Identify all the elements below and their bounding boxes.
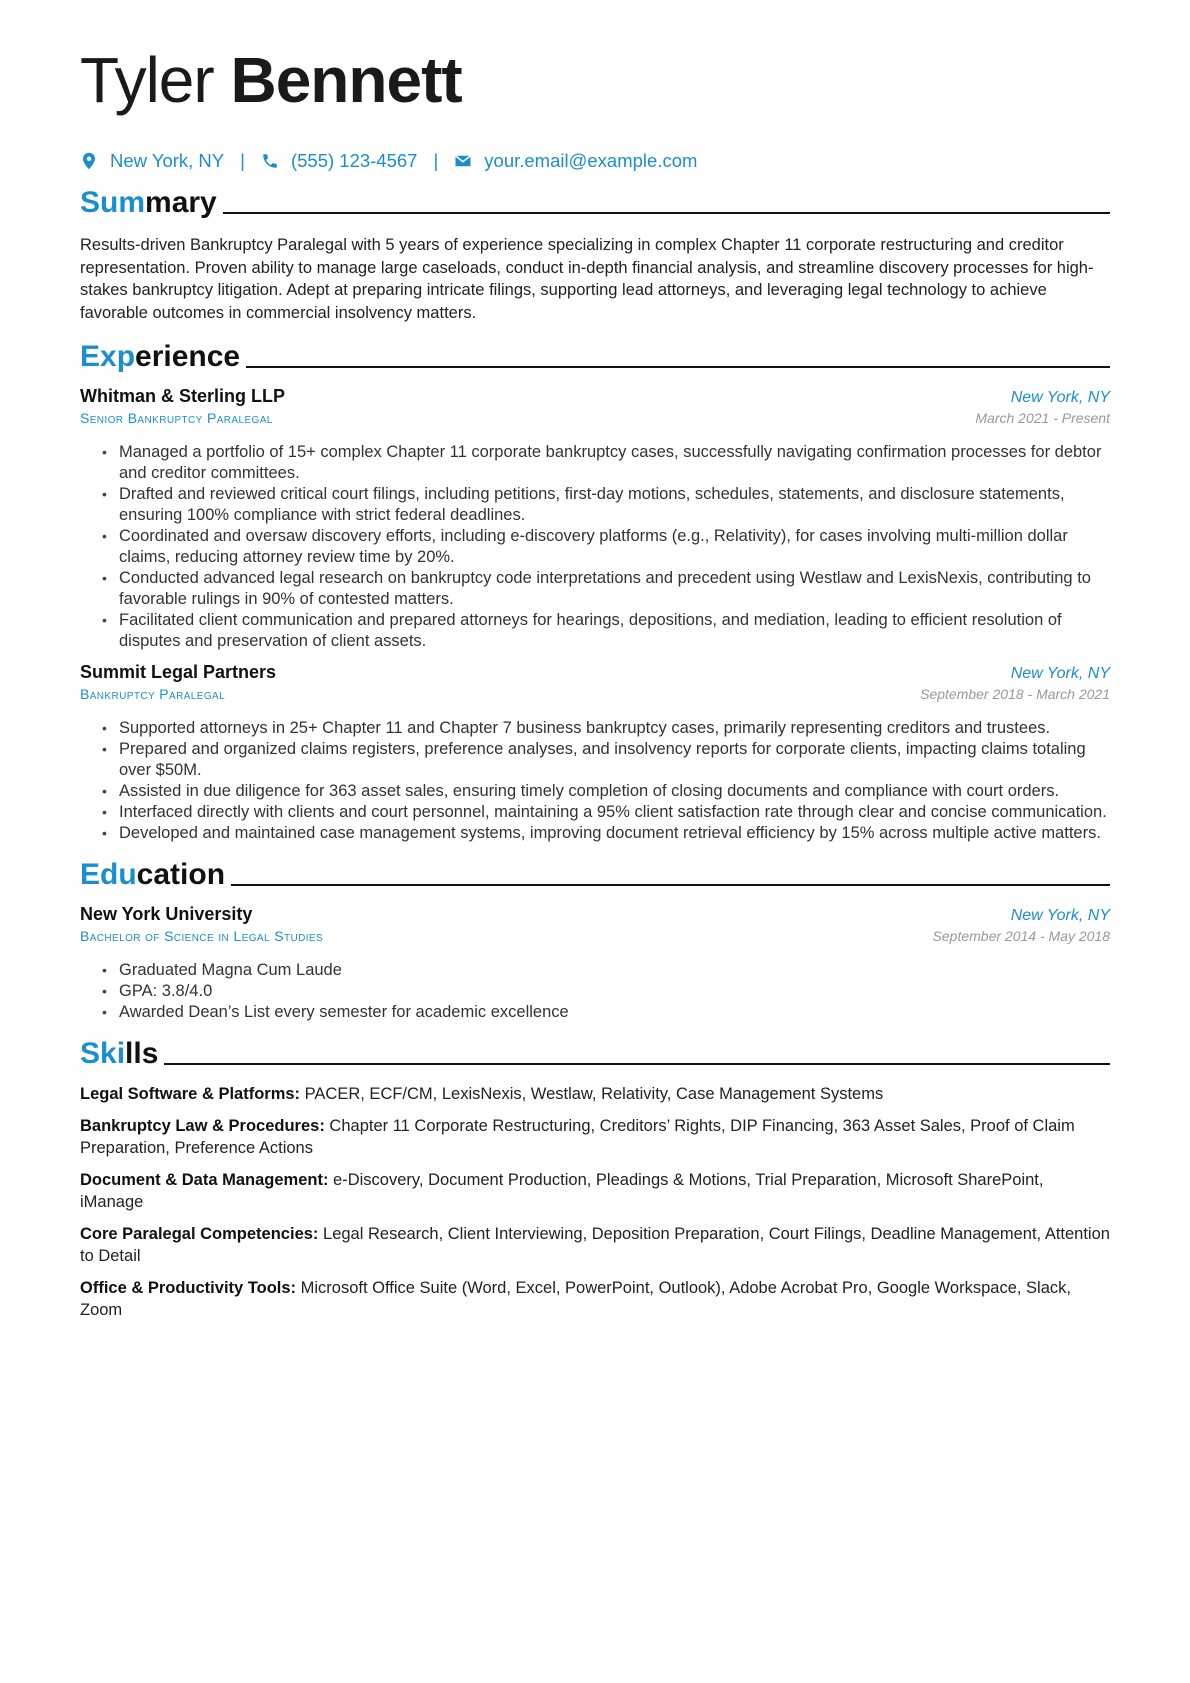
contact-location bbox=[80, 150, 224, 172]
school-location: New York, NY bbox=[1010, 907, 1110, 924]
experience-entry bbox=[80, 386, 1110, 652]
job-location: New York, NY bbox=[1010, 389, 1110, 406]
achievement-list bbox=[80, 718, 1110, 844]
list-item: • Conducted advanced legal research on bankruptcy code interpretations and precedent using Westlaw and LexisNexis, contributing to favorable rulings in 90% of contested matters. bbox=[102, 568, 1110, 610]
section-rule bbox=[246, 366, 1110, 368]
skill-values: Legal Research, Client Interviewing, Deposition Preparation, Court Filings, Deadline Management, Attention to Detail bbox=[80, 1224, 1110, 1265]
list-item: • Facilitated client communication and prepared attorneys for hearings, depositions, and mediation, leading to efficient resolution of disputes and preservation of client assets. bbox=[102, 610, 1110, 652]
phone-text: (555) 123-4567 bbox=[290, 150, 418, 171]
list-item: • Graduated Magna Cum Laude bbox=[102, 960, 1110, 981]
job-title: Bankruptcy Paralegal bbox=[80, 686, 226, 702]
skill-row bbox=[80, 1169, 1110, 1214]
skill-category: Legal Software & Platforms: bbox=[80, 1085, 301, 1103]
last-name: Bennett bbox=[230, 44, 462, 116]
employer-name: Whitman & Sterling LLP bbox=[80, 386, 285, 406]
section-rule bbox=[231, 884, 1110, 886]
envelope-icon bbox=[454, 152, 472, 170]
summary-heading bbox=[80, 182, 1110, 220]
contact-bar bbox=[80, 146, 1110, 176]
list-item: • Assisted in due diligence for 363 asset sales, ensuring timely completion of closing documents and compliance with court orders. bbox=[102, 781, 1110, 802]
section-title: Experience bbox=[80, 340, 241, 373]
summary-text: Results-driven Bankruptcy Paralegal with 5 years of experience specializing in complex Chapter 11 corporate restructuring and creditor representation. Proven ability to manage large caseloads, conduct in-depth financial analysis, and streamline discovery processes for high-stakes bankruptcy litigation. Adept at preparing intricate filings, supporting lead attorneys, and leveraging legal technology to achieve favorable outcomes in commercial insolvency matters. bbox=[80, 236, 1094, 322]
job-title: Senior Bankruptcy Paralegal bbox=[80, 410, 273, 426]
skill-row bbox=[80, 1277, 1110, 1322]
school-name: New York University bbox=[80, 904, 253, 924]
first-name: Tyler bbox=[80, 44, 214, 116]
section-title: Education bbox=[80, 858, 226, 891]
list-item: • Awarded Dean’s List every semester for academic excellence bbox=[102, 1002, 1110, 1023]
list-item: • Prepared and organized claims registers, preference analyses, and insolvency reports for corporate clients, impacting claims totaling over $50M. bbox=[102, 739, 1110, 781]
candidate-name bbox=[80, 0, 1110, 120]
list-item: • Developed and maintained case management systems, improving document retrieval efficiency by 15% across multiple active matters. bbox=[102, 823, 1110, 844]
job-dates: September 2018 - March 2021 bbox=[920, 686, 1110, 702]
skill-row bbox=[80, 1115, 1110, 1160]
list-item: • Coordinated and oversaw discovery efforts, including e-discovery platforms (e.g., Relativity), for cases involving multi-million dollar claims, reducing attorney review time by 20%. bbox=[102, 526, 1110, 568]
contact-separator: | bbox=[240, 150, 245, 171]
job-location: New York, NY bbox=[1010, 665, 1110, 682]
skills-heading bbox=[80, 1033, 1110, 1071]
skill-row bbox=[80, 1223, 1110, 1268]
contact-email[interactable] bbox=[454, 150, 697, 172]
skill-category: Office & Productivity Tools: bbox=[80, 1278, 297, 1297]
education-details bbox=[80, 960, 1110, 1023]
map-pin-icon bbox=[80, 152, 98, 170]
list-item: • Drafted and reviewed critical court filings, including petitions, first-day motions, schedules, statements, and disclosure statements, ensuring 100% compliance with strict federal deadlines. bbox=[102, 484, 1110, 526]
skill-values: PACER, ECF/CM, LexisNexis, Westlaw, Relativity, Case Management Systems bbox=[304, 1085, 884, 1103]
email-link[interactable]: your.email@example.com bbox=[484, 150, 698, 171]
section-rule bbox=[164, 1063, 1110, 1065]
education-heading bbox=[80, 854, 1110, 892]
achievement-list bbox=[80, 442, 1110, 652]
experience-heading bbox=[80, 336, 1110, 374]
list-item: • Interfaced directly with clients and court personnel, maintaining a 95% client satisfaction rate through clear and concise communication. bbox=[102, 802, 1110, 823]
skill-values: Chapter 11 Corporate Restructuring, Creditors’ Rights, DIP Financing, 363 Asset Sales, Proof of Claim Preparation, Preference Actions bbox=[80, 1116, 1075, 1157]
education-dates: September 2014 - May 2018 bbox=[932, 928, 1110, 944]
section-title: Skills bbox=[80, 1037, 159, 1070]
skill-category: Document & Data Management: bbox=[80, 1170, 329, 1189]
skill-values: Microsoft Office Suite (Word, Excel, PowerPoint, Outlook), Adobe Acrobat Pro, Google Workspace, Slack, Zoom bbox=[80, 1278, 1071, 1319]
skill-category: Bankruptcy Law & Procedures: bbox=[80, 1116, 325, 1135]
skill-values: e-Discovery, Document Production, Pleadings & Motions, Trial Preparation, Microsoft SharePoint, iManage bbox=[80, 1170, 1044, 1211]
education-entry bbox=[80, 904, 1110, 1023]
list-item: • Managed a portfolio of 15+ complex Chapter 11 corporate bankruptcy cases, successfully navigating confirmation processes for debtor and creditor committees. bbox=[102, 442, 1110, 484]
contact-phone[interactable] bbox=[261, 150, 418, 172]
experience-entry bbox=[80, 662, 1110, 844]
employer-name: Summit Legal Partners bbox=[80, 662, 277, 682]
contact-separator: | bbox=[433, 150, 439, 171]
location-text: New York, NY bbox=[110, 150, 225, 171]
job-dates: March 2021 - Present bbox=[975, 410, 1110, 426]
list-item: • Supported attorneys in 25+ Chapter 11 and Chapter 7 business bankruptcy cases, primarily representing creditors and trustees. bbox=[102, 718, 1110, 739]
section-title: Summary bbox=[80, 186, 217, 219]
phone-icon bbox=[261, 152, 279, 170]
section-rule bbox=[223, 212, 1110, 214]
list-item: • GPA: 3.8/4.0 bbox=[102, 981, 1110, 1002]
degree: Bachelor of Science in Legal Studies bbox=[80, 928, 324, 944]
skill-category: Core Paralegal Competencies: bbox=[80, 1224, 319, 1243]
skill-row bbox=[80, 1083, 1110, 1106]
